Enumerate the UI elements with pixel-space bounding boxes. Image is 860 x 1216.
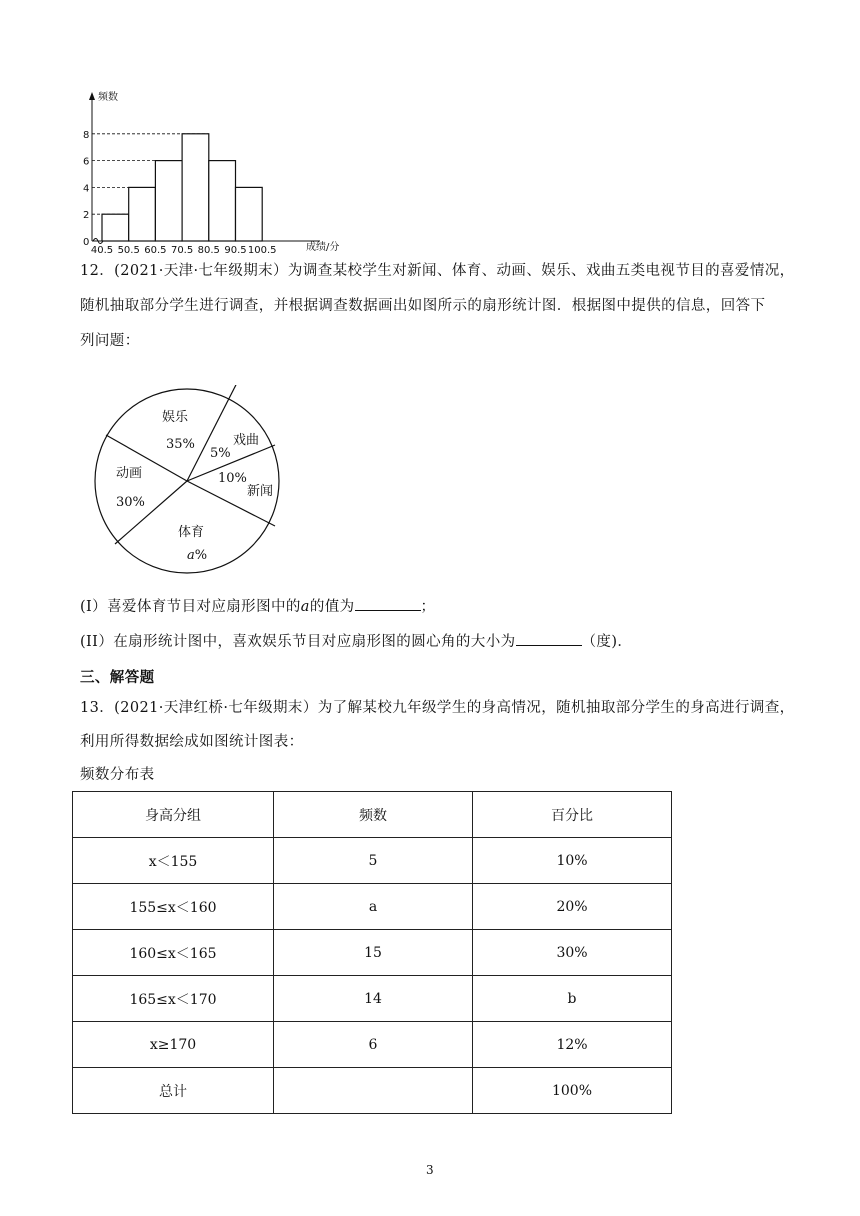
x-tick-label: 50.5 bbox=[117, 245, 140, 256]
table-cell: 总计 bbox=[73, 1068, 274, 1114]
x-tick-label: 80.5 bbox=[197, 245, 220, 256]
table-row bbox=[73, 976, 672, 1022]
table-header-cell: 身高分组 bbox=[73, 792, 274, 838]
table-cell: 6 bbox=[274, 1022, 473, 1068]
table-cell: 30% bbox=[473, 930, 672, 976]
frequency-table bbox=[72, 791, 672, 1114]
pie-pct-tiyu-var: a bbox=[187, 548, 195, 563]
pie-label-xiqu: 戏曲 bbox=[233, 433, 260, 448]
x-tick-label: 40.5 bbox=[90, 245, 114, 256]
table-header-row bbox=[73, 792, 672, 838]
pie-divider-tiyu-donghua bbox=[115, 481, 187, 544]
y-axis-label: 频数 bbox=[98, 92, 118, 103]
y-tick-label: 6 bbox=[83, 156, 90, 168]
table-cell: b bbox=[473, 976, 672, 1022]
y-tick-label: 8 bbox=[83, 129, 90, 141]
table-cell: 15 bbox=[274, 930, 473, 976]
q12-part-1-prefix: (I）喜爱体育节目对应扇形图中的 bbox=[80, 599, 301, 615]
histogram-bar bbox=[236, 187, 263, 241]
table-cell: 10% bbox=[473, 838, 672, 884]
q12-part-2-prefix: (II）在扇形统计图中，喜欢娱乐节目对应扇形图的圆心角的大小为 bbox=[80, 634, 516, 650]
histogram-bar bbox=[182, 134, 209, 241]
table-cell: 14 bbox=[274, 976, 473, 1022]
table-cell: 12% bbox=[473, 1022, 672, 1068]
table-caption: 频数分布表 bbox=[80, 767, 155, 783]
pie-pct-tiyu-sign: % bbox=[194, 548, 208, 563]
q12-line-3: 列问题： bbox=[80, 333, 140, 349]
x-tick-label: 100.5 bbox=[247, 245, 277, 256]
y-tick-label: 2 bbox=[83, 210, 90, 222]
q13-line-2: 利用所得数据绘成如图统计图表： bbox=[80, 734, 304, 750]
pie-pct-xinwen: 10% bbox=[218, 471, 247, 486]
page-number: 3 bbox=[426, 1163, 434, 1177]
y-axis-arrow bbox=[89, 92, 95, 100]
pie-label-yule: 娱乐 bbox=[162, 410, 189, 425]
histogram-chart bbox=[80, 86, 370, 256]
table-header-cell: 频数 bbox=[274, 792, 473, 838]
pie-pct-xiqu: 5% bbox=[210, 446, 231, 461]
answer-blank-1[interactable] bbox=[355, 596, 421, 611]
q12-part-1-end: ； bbox=[420, 599, 436, 615]
histogram-bar bbox=[209, 161, 236, 241]
table-cell: 100% bbox=[473, 1068, 672, 1114]
pie-label-tiyu: 体育 bbox=[178, 525, 205, 540]
q12-part-1 bbox=[80, 591, 435, 624]
table-cell: a bbox=[274, 884, 473, 930]
pie-label-donghua: 动画 bbox=[116, 466, 143, 481]
table-row bbox=[73, 1022, 672, 1068]
table-row bbox=[73, 930, 672, 976]
x-axis-label: 成绩/分 bbox=[306, 242, 340, 253]
x-tick-label: 70.5 bbox=[170, 245, 194, 256]
q12-part-2-end: （度)． bbox=[581, 634, 633, 650]
pie-pct-yule: 35% bbox=[166, 437, 195, 452]
histogram-bar bbox=[102, 214, 129, 241]
table-cell: 165≤x＜170 bbox=[73, 976, 274, 1022]
table-header-cell: 百分比 bbox=[473, 792, 672, 838]
y-tick-label: 4 bbox=[83, 183, 90, 195]
table-cell: 160≤x＜165 bbox=[73, 930, 274, 976]
section-heading: 三、解答题 bbox=[80, 669, 155, 686]
table-cell: x≥170 bbox=[73, 1022, 274, 1068]
q12-part-1-var: a bbox=[300, 599, 310, 615]
q12-line-2: 随机抽取部分学生进行调查，并根据调查数据画出如图所示的扇形统计图．根据图中提供的信息，回答下 bbox=[80, 298, 766, 314]
table-row bbox=[73, 1068, 672, 1114]
table-cell: 20% bbox=[473, 884, 672, 930]
table-cell bbox=[274, 1068, 473, 1114]
q12-part-1-suffix: 的值为 bbox=[309, 599, 355, 615]
answer-blank-2[interactable] bbox=[516, 631, 582, 646]
q12-part-2 bbox=[80, 626, 632, 659]
histogram-bar bbox=[155, 161, 182, 241]
x-tick-label: 60.5 bbox=[144, 245, 167, 256]
pie-pct-donghua: 30% bbox=[116, 495, 145, 510]
table-row bbox=[73, 838, 672, 884]
table-cell: x＜155 bbox=[73, 838, 274, 884]
pie-label-xinwen: 新闻 bbox=[247, 484, 274, 499]
table-row bbox=[73, 884, 672, 930]
table-cell: 155≤x＜160 bbox=[73, 884, 274, 930]
q13-line-1: 13．(2021·天津红桥·七年级期末）为了解某校九年级学生的身高情况，随机抽取部分学生的身高进行调查， bbox=[80, 700, 795, 716]
pie-pct-tiyu bbox=[187, 548, 207, 563]
pie-chart bbox=[88, 385, 288, 585]
histogram-bar bbox=[129, 187, 156, 241]
q12-line-1: 12．(2021·天津·七年级期末）为调查某校学生对新闻、体育、动画、娱乐、戏曲五类电视节目的喜爱情况， bbox=[80, 263, 795, 279]
table-cell: 5 bbox=[274, 838, 473, 884]
x-tick-label: 90.5 bbox=[224, 245, 247, 256]
y-tick-label: 0 bbox=[83, 237, 90, 248]
